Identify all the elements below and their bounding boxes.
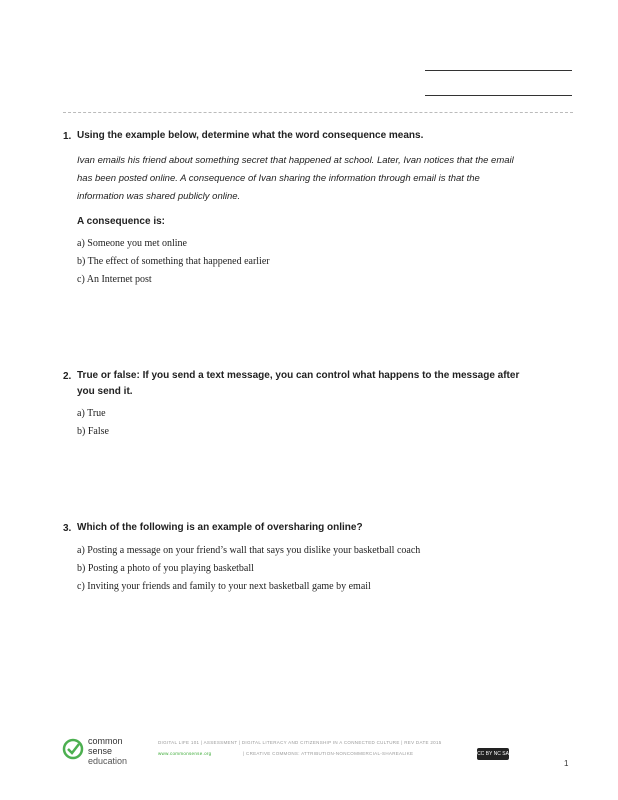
- logo-line-education: education: [88, 756, 128, 766]
- answer-option[interactable]: b) The effect of something that happened earlier: [77, 256, 270, 267]
- answer-option[interactable]: a) True: [77, 408, 106, 419]
- question-prompt: True or false: If you send a text message, you can control what happens to the message after you send it.: [77, 370, 520, 397]
- section-divider: [63, 112, 573, 113]
- answer-option[interactable]: c) Inviting your friends and family to your next basketball game by email: [77, 581, 371, 592]
- checkmark-circle-icon: [62, 738, 84, 760]
- date-line: [425, 95, 572, 96]
- answer-option[interactable]: b) Posting a photo of you playing basketball: [77, 563, 254, 574]
- logo-line-sense: sense: [88, 746, 113, 756]
- page-number: 1: [564, 759, 569, 768]
- question-number: 2.: [63, 371, 72, 382]
- answer-option[interactable]: a) Posting a message on your friend’s wall that says you dislike your basketball coach: [77, 545, 421, 556]
- common-sense-logo: [62, 735, 148, 767]
- creative-commons-badge: CC BY NC SA: [477, 748, 509, 760]
- question-passage: Ivan emails his friend about something secret that happened at school. Later, Ivan notices that the email has been posted online. A consequence of Ivan sharing the information through email is that the information was shared publicly online.: [77, 155, 514, 202]
- name-line: [425, 70, 572, 71]
- question-number: 3.: [63, 523, 72, 534]
- footer-site-link[interactable]: www.commonsense.org: [158, 751, 212, 756]
- footer-course-line: DIGITAL LIFE 101 | ASSESSMENT | DIGITAL LITERACY AND CITIZENSHIP IN A CONNECTED CULTURE | REV DATE 2015: [158, 740, 442, 745]
- question-prompt: Using the example below, determine what the word consequence means.: [77, 130, 424, 141]
- question-number: 1.: [63, 131, 72, 142]
- logo-line-common: common: [88, 736, 123, 746]
- footer-license-line: | CREATIVE COMMONS: ATTRIBUTION-NONCOMMERCIAL-SHAREALIKE: [243, 751, 414, 756]
- answer-option[interactable]: c) An Internet post: [77, 274, 152, 285]
- question-prompt: Which of the following is an example of oversharing online?: [77, 522, 363, 533]
- answer-option[interactable]: a) Someone you met online: [77, 238, 187, 249]
- question-stem: A consequence is:: [77, 216, 165, 227]
- answer-option[interactable]: b) False: [77, 426, 109, 437]
